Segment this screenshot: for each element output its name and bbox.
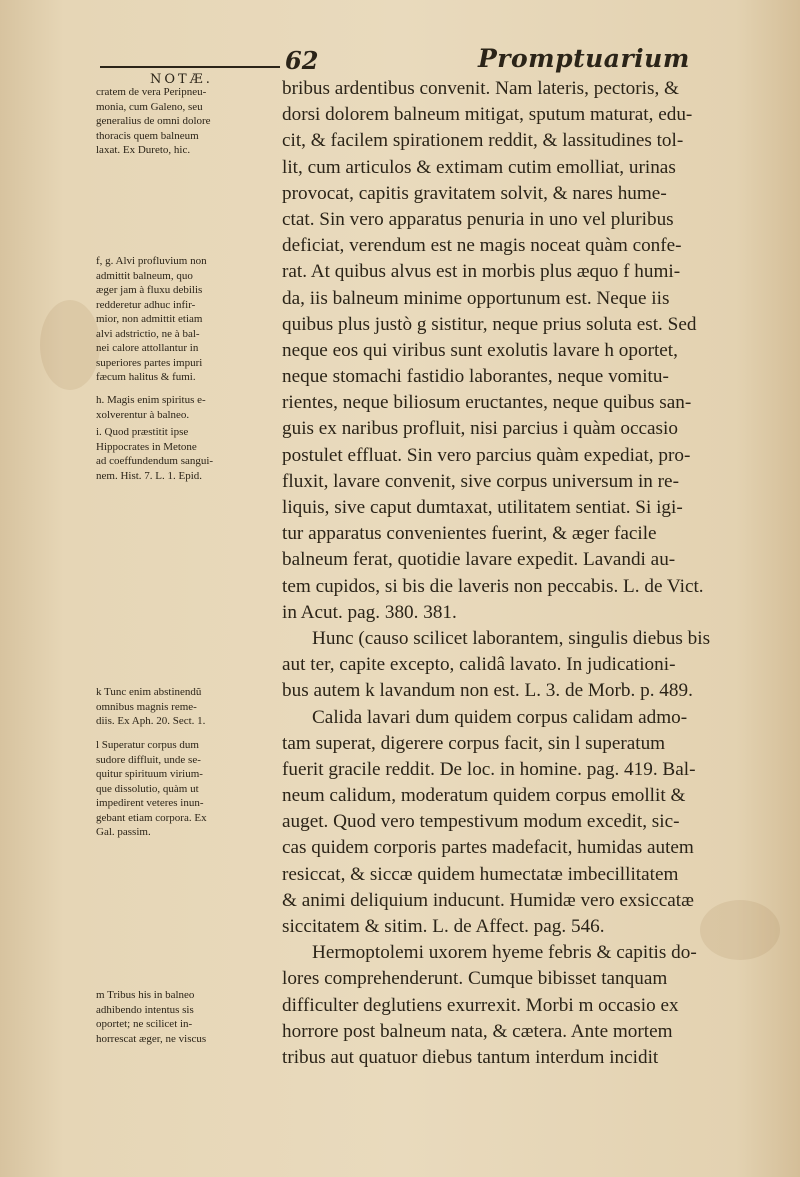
margin-note-line: monia, cum Galeno, seu	[96, 100, 203, 113]
margin-note-line: sudore diffluit, unde se-	[96, 753, 201, 766]
body-text-line: difficulter deglutiens exurrexit. Morbi m occasio ex	[282, 994, 679, 1016]
body-text-line: tem cupidos, si bis die laveris non peccabis. L. de Vict.	[282, 575, 704, 597]
body-text-line: Hunc (causo scilicet laborantem, singulis diebus bis	[312, 627, 711, 649]
running-title: Promptuarium	[478, 44, 690, 73]
margin-note-line: horrescat æger, ne viscus	[96, 1032, 207, 1045]
body-text-line: guis ex naribus profluit, nisi parcius i quàm occasio	[282, 418, 678, 440]
margin-note-line: que dissolutio, quàm ut	[96, 782, 199, 795]
body-text-line: cas quidem corporis partes madefacit, humidas autem	[282, 837, 694, 859]
margin-note-line: k Tunc enim abstinendũ	[96, 686, 202, 698]
margin-note-line: omnibus magnis reme-	[96, 700, 197, 713]
body-text-line: ctat. Sin vero apparatus penuria in uno vel pluribus	[282, 208, 674, 230]
margin-note-line: generalius de omni dolore	[96, 115, 211, 127]
body-text-line: neque eos qui viribus sunt exolutis lavare h oportet,	[282, 339, 678, 361]
body-text-line: rientes, neque biliosum eructantes, neque quibus san-	[282, 392, 692, 414]
body-text-line: provocat, capitis gravitatem solvit, & nares hume-	[282, 182, 667, 204]
margin-note-line: m Tribus his in balneo	[96, 989, 195, 1001]
body-text-line: liquis, sive caput dumtaxat, utilitatem sentiat. Si igi-	[282, 497, 683, 518]
body-text-line: in Acut. pag. 380. 381.	[282, 601, 457, 623]
body-text-line: bus autem k lavandum non est. L. 3. de Morb. p. 489.	[282, 680, 693, 702]
body-text-line: tur apparatus convenientes fuerint, & æger facile	[282, 523, 657, 545]
margin-note-line: redderetur adhuc infir-	[96, 298, 196, 311]
page-number: 62	[285, 46, 319, 75]
body-text-line: postulet effluat. Sin vero parcius quàm expediat, pro-	[282, 444, 691, 466]
margin-note-line: nei calore attollantur in	[96, 342, 199, 354]
notes-heading: NOTÆ.	[150, 72, 213, 87]
body-text-line: lit, cum articulos & extimam cutim emolliat, urinas	[282, 156, 676, 178]
header-rule	[100, 66, 280, 68]
margin-note-line: fæcum halitus & fumi.	[96, 371, 196, 383]
body-text-line: neum calidum, moderatum quidem corpus emollit &	[282, 785, 686, 807]
body-text-line: tribus aut quatuor diebus tantum interdum incidit	[282, 1046, 659, 1068]
body-text-line: deficiat, verendum est ne magis noceat quàm confe-	[282, 235, 682, 257]
body-text-line: cit, & facilem spirationem reddit, & lassitudines tol-	[282, 130, 684, 152]
body-text-line: Calida lavari dum quidem corpus calidam admo-	[312, 706, 688, 728]
margin-note-m	[96, 988, 280, 1046]
margin-note-line: gebant etiam corpora. Ex	[96, 811, 207, 824]
body-text-line: da, iis balneum minime opportunum est. Neque iis	[282, 287, 670, 309]
margin-note-line: oportet; ne scilicet in-	[96, 1018, 193, 1030]
body-text-line: Hermoptolemi uxorem hyeme febris & capitis do-	[312, 942, 697, 964]
margin-note-l	[96, 738, 280, 840]
margin-note-line: laxat. Ex Dureto, hic.	[96, 144, 191, 156]
margin-note-h	[96, 393, 280, 422]
margin-note-line: superiores partes impuri	[96, 356, 203, 369]
margin-note-line: h. Magis enim spiritus e-	[96, 394, 206, 406]
margin-note-line: l Superatur corpus dum	[96, 739, 199, 751]
body-text-line: tam superat, digerere corpus facit, sin l superatum	[282, 732, 666, 754]
margin-note-line: nem. Hist. 7. L. 1. Epid.	[96, 469, 203, 482]
body-text-line: aut ter, capite excepto, calidâ lavato. In judicationi-	[282, 654, 676, 676]
body-text-line: fuerit gracile reddit. De loc. in homine. pag. 419. Bal-	[282, 758, 696, 780]
margin-note-line: i. Quod præstitit ipse	[96, 426, 189, 438]
body-text-line: balneum ferat, quotidie lavare expedit. Lavandi au-	[282, 549, 676, 571]
margin-note-f	[96, 254, 280, 385]
body-text-line: lores comprehenderunt. Cumque bibisset tanquam	[282, 968, 668, 990]
margin-note-line: alvi adstrictio, ne à bal-	[96, 327, 200, 340]
margin-note-line: Gal. passim.	[96, 826, 151, 838]
body-text-line: quibus plus justò g sistitur, neque prius soluta est. Sed	[282, 313, 697, 335]
body-text-line: bribus ardentibus convenit. Nam lateris, pectoris, &	[282, 78, 679, 99]
margin-note-k	[96, 685, 280, 729]
body-text-line: neque stomachi fastidio laborantes, neque vomitu-	[282, 366, 669, 388]
margin-note-line: æger jam à fluxu debilis	[96, 284, 203, 296]
margin-note-i	[96, 425, 280, 483]
margin-note-line: ad coeffundendum sangui-	[96, 455, 214, 467]
margin-note-e	[96, 85, 280, 158]
body-text-line: resiccat, & siccæ quidem humectatæ imbecillitatem	[282, 863, 679, 885]
margin-note-line: adhibendo intentus sis	[96, 1003, 194, 1016]
body-text-line: auget. Quod vero tempestivum modum excedit, sic-	[282, 811, 680, 833]
margin-note-line: thoracis quem balneum	[96, 129, 199, 142]
body-text-line: rat. At quibus alvus est in morbis plus æquo f humi-	[282, 261, 681, 283]
margin-note-line: admittit balneum, quo	[96, 269, 193, 282]
body-text-line: fluxit, lavare convenit, sive corpus universum in re-	[282, 470, 679, 492]
main-text-column	[282, 76, 794, 1071]
margin-note-line: cratem de vera Peripneu-	[96, 86, 207, 98]
body-text-line: & animi deliquium inducunt. Humidæ vero exsiccatæ	[282, 889, 694, 911]
margin-note-line: xolverentur à balneo.	[96, 408, 190, 421]
paper-stain	[40, 300, 100, 390]
margin-note-line: impedirent veteres inun-	[96, 797, 204, 809]
body-text-line: horrore post balneum nata, & cætera. Ante mortem	[282, 1020, 673, 1042]
margin-note-line: Hippocrates in Metone	[96, 440, 197, 453]
margin-note-line: mior, non admittit etiam	[96, 313, 203, 325]
body-text-line: siccitatem & sitim. L. de Affect. pag. 546.	[282, 916, 605, 937]
body-text-line: dorsi dolorem balneum mitigat, sputum maturat, edu-	[282, 104, 693, 126]
margin-note-line: f, g. Alvi profluvium non	[96, 255, 207, 267]
margin-note-line: diis. Ex Aph. 20. Sect. 1.	[96, 715, 206, 727]
margin-note-line: quitur spirituum virium-	[96, 768, 203, 780]
